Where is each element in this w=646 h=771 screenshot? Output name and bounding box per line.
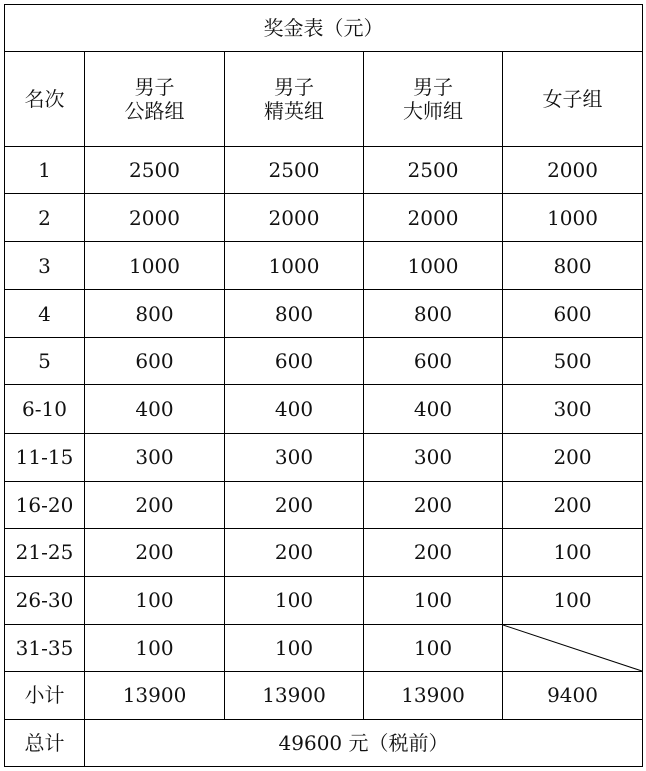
header-women: 女子组 [503,52,643,147]
value-cell: 800 [85,290,225,338]
value-cell: 200 [225,481,364,528]
header-men-road-line1: 男子 [134,75,175,100]
value-cell: 200 [85,528,225,576]
value-cell: 2500 [225,147,364,194]
subtotal-value: 13900 [364,671,503,719]
value-cell: 300 [503,385,643,433]
value-cell: 2500 [85,147,225,194]
value-cell: 400 [225,385,364,433]
value-cell: 200 [85,481,225,528]
table-row [5,194,643,242]
value-cell: 100 [364,624,503,671]
value-cell: 300 [364,433,503,481]
subtotal-label: 小计 [5,671,85,719]
rank-cell: 6-10 [5,385,85,433]
diagonal-slash-line [503,625,642,671]
value-cell: 100 [225,624,364,671]
value-cell: 100 [364,576,503,624]
header-men-elite [225,52,364,147]
value-cell: 200 [503,481,643,528]
value-cell: 100 [225,576,364,624]
value-cell: 2000 [225,194,364,242]
value-cell: 2000 [364,194,503,242]
rank-cell: 1 [5,147,85,194]
value-cell: 300 [225,433,364,481]
rank-cell: 26-30 [5,576,85,624]
header-men-master [364,52,503,147]
value-cell: 200 [364,528,503,576]
table-row [5,338,643,385]
rank-cell: 4 [5,290,85,338]
rank-cell: 2 [5,194,85,242]
value-cell: 2000 [85,194,225,242]
value-cell: 600 [364,338,503,385]
value-cell: 800 [225,290,364,338]
table-row [5,624,643,671]
rank-cell: 21-25 [5,528,85,576]
subtotal-value: 9400 [503,671,643,719]
title-row [5,5,643,52]
table-row [5,433,643,481]
rank-cell: 11-15 [5,433,85,481]
value-cell: 300 [85,433,225,481]
header-men-master-line1: 男子 [413,75,453,100]
value-cell: 1000 [364,242,503,290]
table-row [5,385,643,433]
value-cell: 500 [503,338,643,385]
rank-cell: 31-35 [5,624,85,671]
header-men-elite-line2: 精英组 [264,99,324,124]
value-cell: 100 [503,528,643,576]
table-row [5,290,643,338]
value-cell: 1000 [85,242,225,290]
value-cell: 1000 [503,194,643,242]
value-cell: 600 [225,338,364,385]
subtotal-value: 13900 [225,671,364,719]
rank-cell: 5 [5,338,85,385]
value-cell: 600 [503,290,643,338]
rank-cell: 16-20 [5,481,85,528]
prize-table [4,4,643,767]
header-men-road-line2: 公路组 [124,99,185,124]
header-row [5,52,643,147]
table-row [5,242,643,290]
table-row [5,576,643,624]
value-cell: 200 [503,433,643,481]
header-men-elite-line1: 男子 [274,75,314,100]
table-title: 奖金表（元） [5,5,643,52]
table-row [5,481,643,528]
value-cell: 400 [85,385,225,433]
value-cell: 100 [85,624,225,671]
header-men-road [85,52,225,147]
total-value: 49600 元（税前） [85,719,643,766]
header-men-master-line2: 大师组 [403,99,463,124]
header-rank: 名次 [5,52,85,147]
value-cell: 100 [503,576,643,624]
rank-cell: 3 [5,242,85,290]
value-cell: 2000 [503,147,643,194]
table-row [5,147,643,194]
total-row [5,719,643,766]
empty-slash-cell [503,624,643,671]
value-cell: 800 [503,242,643,290]
value-cell: 1000 [225,242,364,290]
value-cell: 400 [364,385,503,433]
subtotal-value: 13900 [85,671,225,719]
subtotal-row [5,671,643,719]
value-cell: 800 [364,290,503,338]
value-cell: 200 [225,528,364,576]
value-cell: 2500 [364,147,503,194]
value-cell: 600 [85,338,225,385]
value-cell: 200 [364,481,503,528]
value-cell: 100 [85,576,225,624]
total-label: 总计 [5,719,85,766]
table-row [5,528,643,576]
